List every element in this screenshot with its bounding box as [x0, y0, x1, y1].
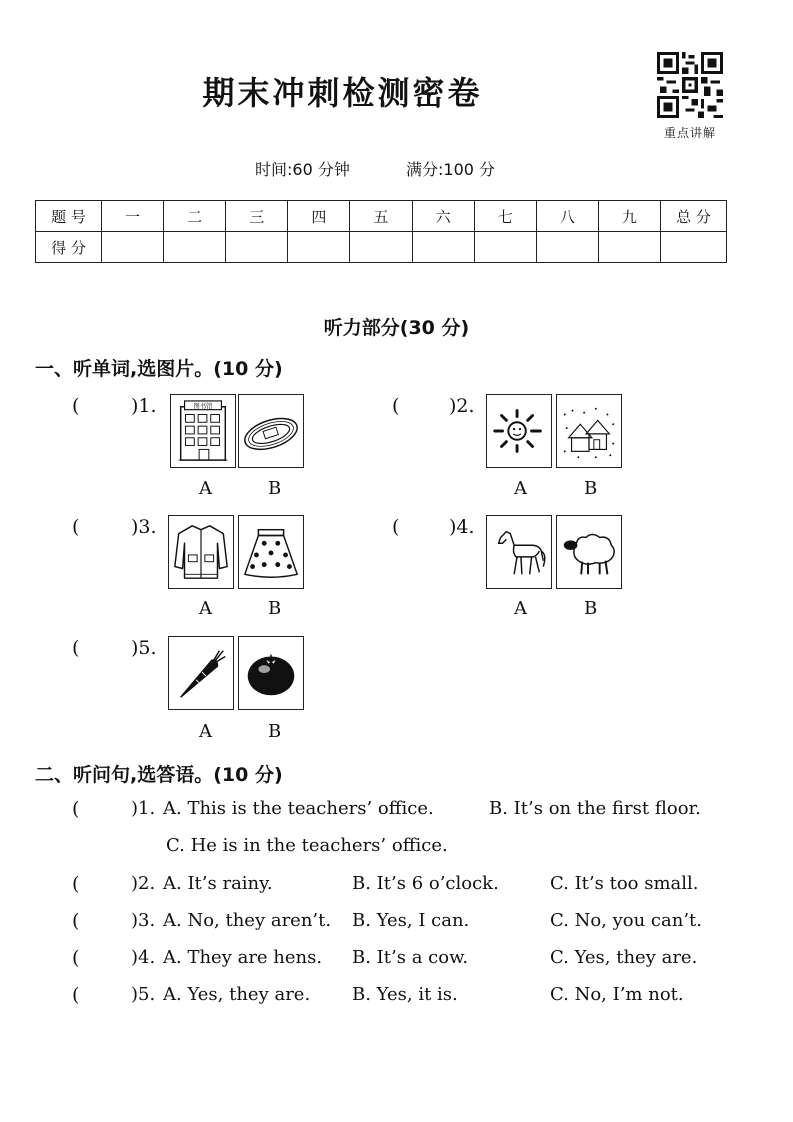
table-header-cell: 三 — [226, 201, 288, 232]
score-cell[interactable] — [102, 232, 164, 263]
option-label-b: B — [584, 478, 598, 499]
table-header-cell: 总 分 — [661, 201, 727, 232]
playground-icon[interactable] — [238, 394, 304, 468]
skirt-icon[interactable] — [238, 515, 304, 589]
option-label-a: A — [199, 478, 212, 499]
answer-paren-open: ( — [72, 798, 80, 820]
option-a: A. No, they aren’t. — [163, 910, 332, 931]
score-cell[interactable] — [350, 232, 412, 263]
answer-paren-open: ( — [72, 516, 80, 538]
table-header-cell: 四 — [288, 201, 350, 232]
item-number: )1. — [131, 798, 156, 819]
item-number: )4. — [449, 516, 475, 538]
item-number: )2. — [131, 873, 156, 894]
answer-paren-open: ( — [72, 873, 80, 895]
answer-paren-open: ( — [72, 637, 80, 659]
full-score: 满分:100 分 — [406, 160, 496, 179]
option-c: C. Yes, they are. — [550, 947, 698, 968]
score-cell[interactable] — [412, 232, 474, 263]
item-number: )5. — [131, 984, 156, 1005]
answer-paren-open: ( — [72, 947, 80, 969]
item-number: )2. — [449, 395, 475, 417]
part1-heading: 一、听单词,选图片。(10 分) — [35, 358, 283, 380]
carrot-icon[interactable] — [168, 636, 234, 710]
answer-paren-open: ( — [392, 516, 400, 538]
score-table-header-row — [36, 201, 727, 232]
option-label-a: A — [514, 598, 527, 619]
option-c: C. No, I’m not. — [550, 984, 684, 1005]
table-header-cell: 八 — [536, 201, 598, 232]
option-label-a: A — [514, 478, 527, 499]
score-cell[interactable] — [536, 232, 598, 263]
answer-paren-open: ( — [72, 910, 80, 932]
part2-heading: 二、听问句,选答语。(10 分) — [35, 764, 283, 786]
qr-code-icon[interactable] — [657, 52, 723, 118]
option-a: A. This is the teachers’ office. — [163, 798, 434, 819]
item-number: )3. — [131, 516, 157, 538]
score-cell[interactable] — [598, 232, 660, 263]
listening-section-title: 听力部分(30 分) — [323, 317, 470, 339]
score-cell[interactable] — [661, 232, 727, 263]
option-label-b: B — [584, 598, 598, 619]
sheep-icon[interactable] — [556, 515, 622, 589]
score-cell[interactable] — [474, 232, 536, 263]
option-label-a: A — [199, 598, 212, 619]
exam-time: 时间:60 分钟 — [255, 160, 350, 179]
item-number: )4. — [131, 947, 156, 968]
table-header-cell: 二 — [164, 201, 226, 232]
option-c: C. No, you can’t. — [550, 910, 703, 931]
answer-paren-open: ( — [392, 395, 400, 417]
option-b: B. It’s a cow. — [352, 947, 469, 968]
option-a: A. They are hens. — [163, 947, 323, 968]
item-number: )3. — [131, 910, 156, 931]
page-title: 期末冲刺检测密卷 — [202, 74, 483, 112]
option-label-b: B — [268, 598, 282, 619]
option-b: B. Yes, I can. — [352, 910, 470, 931]
option-label-b: B — [268, 478, 282, 499]
table-header-cell: 题 号 — [36, 201, 102, 232]
option-c: C. It’s too small. — [550, 873, 699, 894]
jacket-icon[interactable] — [168, 515, 234, 589]
option-label-a: A — [199, 721, 212, 742]
qr-label: 重点讲解 — [663, 126, 716, 140]
score-cell[interactable] — [226, 232, 288, 263]
option-label-b: B — [268, 721, 282, 742]
table-header-cell: 六 — [412, 201, 474, 232]
answer-paren-open: ( — [72, 984, 80, 1006]
horse-icon[interactable] — [486, 515, 552, 589]
option-a: A. It’s rainy. — [163, 873, 273, 894]
snowy-house-icon[interactable] — [556, 394, 622, 468]
library-sign-text: 图书馆 — [193, 403, 213, 411]
score-cell[interactable] — [164, 232, 226, 263]
library-building-icon[interactable] — [170, 394, 236, 468]
sun-icon[interactable] — [486, 394, 552, 468]
table-header-cell: 五 — [350, 201, 412, 232]
option-a: A. Yes, they are. — [163, 984, 311, 1005]
table-header-cell: 七 — [474, 201, 536, 232]
table-header-cell: 九 — [598, 201, 660, 232]
score-row-label: 得 分 — [36, 232, 102, 263]
score-table — [35, 200, 727, 263]
option-b: B. It’s on the first floor. — [489, 798, 701, 819]
option-c: C. He is in the teachers’ office. — [166, 835, 448, 856]
item-number: )5. — [131, 637, 157, 659]
table-header-cell: 一 — [102, 201, 164, 232]
item-number: )1. — [131, 395, 157, 417]
tomato-icon[interactable] — [238, 636, 304, 710]
option-b: B. It’s 6 o’clock. — [352, 873, 499, 894]
score-table-score-row — [36, 232, 727, 263]
score-cell[interactable] — [288, 232, 350, 263]
answer-paren-open: ( — [72, 395, 80, 417]
option-b: B. Yes, it is. — [352, 984, 458, 1005]
